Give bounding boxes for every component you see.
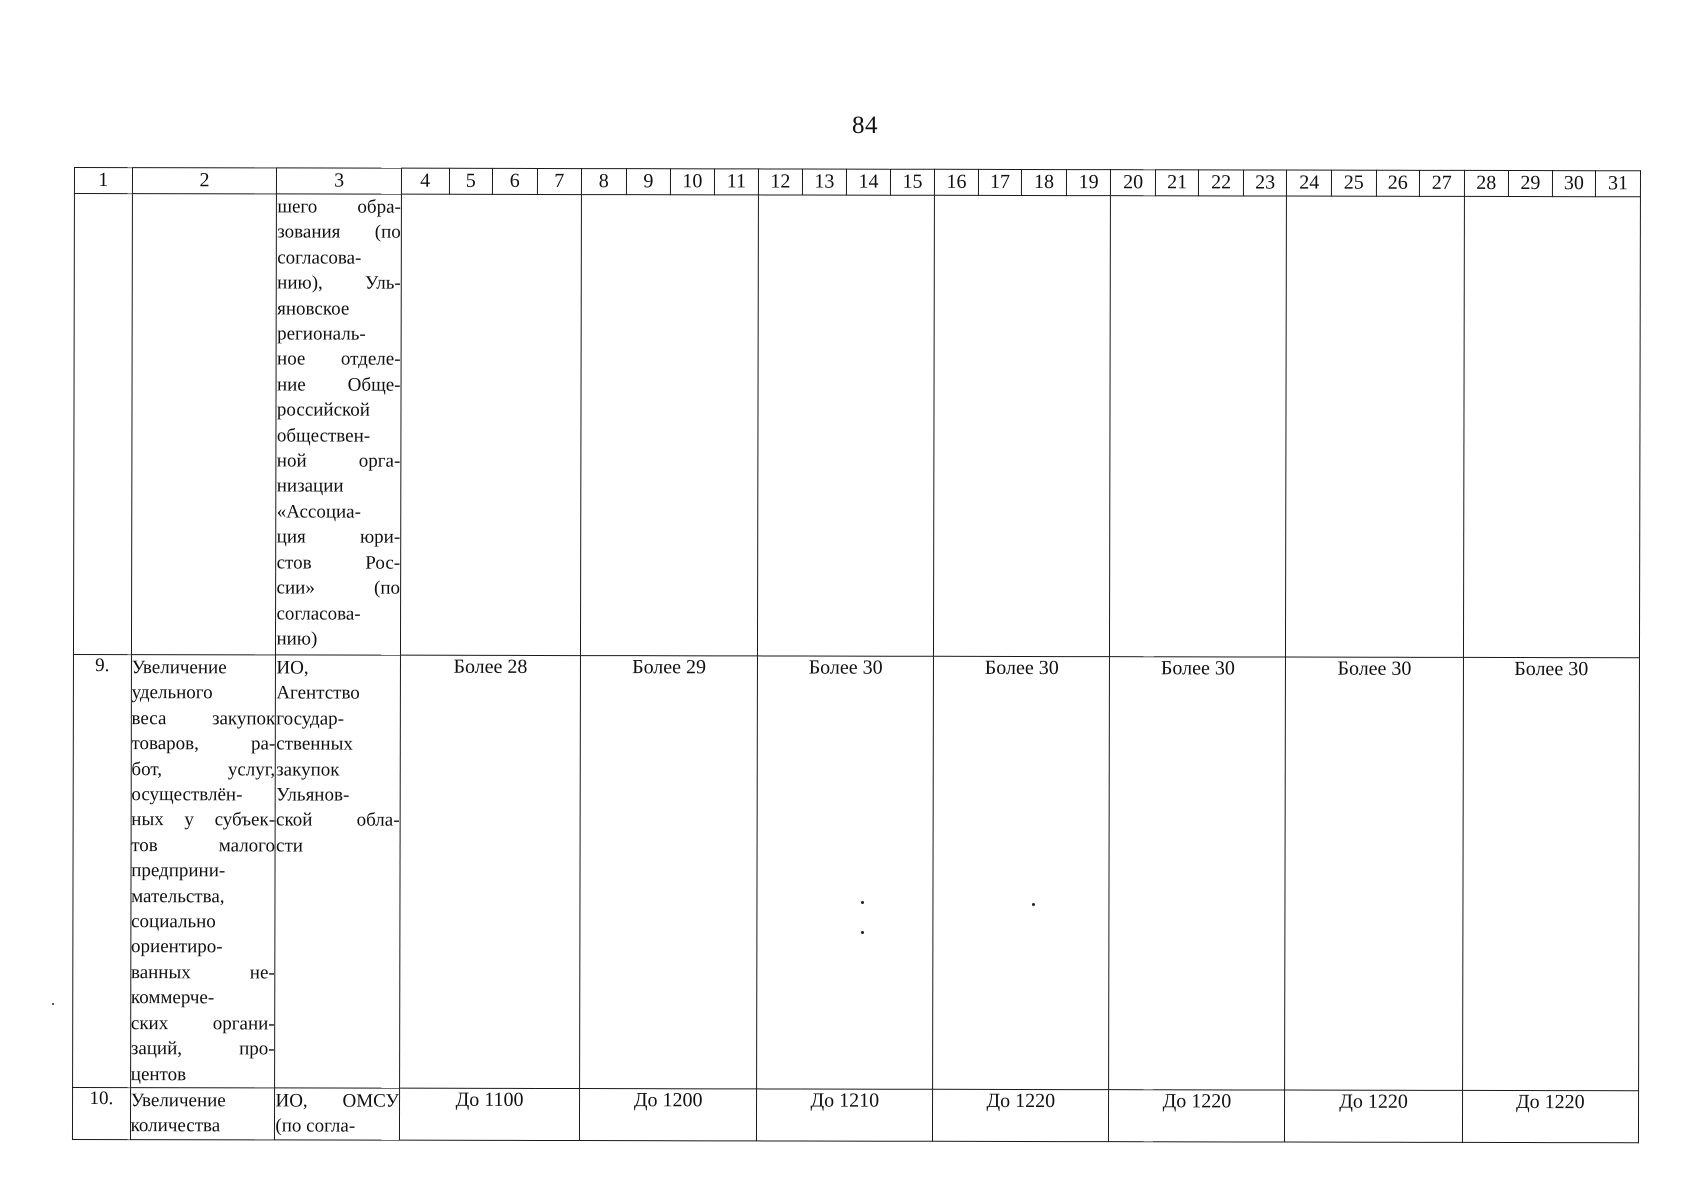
cell-text-line: ИО, bbox=[276, 657, 309, 679]
cell-text-line: яновское bbox=[277, 298, 350, 320]
responsible-cell bbox=[275, 655, 400, 1088]
cell-text-line: Ульянов- bbox=[276, 784, 350, 806]
value-cell: До 1220 bbox=[1462, 1090, 1639, 1142]
column-number-cell: 21 bbox=[1155, 170, 1199, 196]
value-cell bbox=[1286, 196, 1464, 657]
cell-text-line: низации bbox=[276, 475, 344, 498]
cell-text-line: предприни- bbox=[131, 860, 226, 882]
value-cell: Более 30 bbox=[1462, 657, 1639, 1090]
cell-text-line: веса закупок bbox=[131, 707, 276, 730]
cell-text-line: Увеличение bbox=[131, 657, 227, 679]
cell-text-line: ских органи- bbox=[130, 1012, 275, 1035]
column-number-cell: 7 bbox=[537, 168, 582, 194]
column-number-cell: 17 bbox=[978, 169, 1022, 195]
column-number-cell: 31 bbox=[1596, 171, 1641, 197]
table-row-9 bbox=[73, 655, 1640, 1091]
value-cell bbox=[400, 194, 581, 655]
column-number-header-row bbox=[74, 168, 1640, 197]
cell-text-line: бот, услуг, bbox=[131, 758, 276, 781]
cell-text-line: шего обра- bbox=[277, 196, 401, 218]
cell-text-line: «Ассоциа- bbox=[276, 501, 361, 523]
cell-text-line: Агентство bbox=[276, 682, 360, 705]
column-number-cell: 18 bbox=[1022, 169, 1067, 195]
column-number-cell: 24 bbox=[1287, 170, 1332, 196]
cell-text-line: ванных не- bbox=[130, 961, 275, 984]
cell-text-line: нию) bbox=[276, 628, 318, 650]
column-number-cell: 28 bbox=[1464, 170, 1509, 196]
cell-text-line: нию), Уль- bbox=[277, 272, 401, 294]
value-cell: До 1200 bbox=[580, 1089, 757, 1141]
cell-text-line: региональ- bbox=[277, 323, 366, 345]
cell-text-line: товаров, ра- bbox=[131, 733, 276, 755]
column-number-cell: 8 bbox=[582, 169, 627, 195]
plan-table bbox=[72, 167, 1641, 1143]
row-number-cell: 9. bbox=[73, 655, 132, 1088]
cell-text-line: ние Обще- bbox=[276, 374, 401, 396]
column-number-cell: 2 bbox=[132, 168, 277, 194]
column-number-cell: 14 bbox=[847, 169, 891, 195]
cell-text-line: согласова- bbox=[277, 247, 362, 269]
cell-text-line: ориентиро- bbox=[131, 936, 223, 958]
cell-text-line: ция юри- bbox=[276, 526, 401, 548]
column-number-cell: 12 bbox=[759, 169, 803, 195]
column-number-cell: 16 bbox=[935, 169, 979, 195]
cell-text-line: тов малого bbox=[131, 834, 276, 857]
value-cell: Более 30 bbox=[757, 656, 934, 1089]
column-number-cell: 4 bbox=[401, 168, 449, 194]
indicator-cell bbox=[130, 655, 276, 1088]
value-cell: До 1220 bbox=[933, 1089, 1109, 1141]
cell-text-line: сти bbox=[275, 835, 303, 857]
column-number-cell: 30 bbox=[1552, 171, 1596, 197]
cell-text-line: согласова- bbox=[276, 602, 361, 625]
column-number-cell: 9 bbox=[626, 169, 671, 195]
cell-text-line: осуществлён- bbox=[131, 784, 243, 806]
cell-text-line: ных у субъек- bbox=[131, 809, 276, 831]
value-cell: До 1220 bbox=[1109, 1090, 1285, 1142]
column-number-cell: 5 bbox=[449, 168, 493, 194]
cell-text-line: российской bbox=[276, 399, 370, 421]
table-row-10 bbox=[72, 1087, 1638, 1142]
indicator-cell bbox=[131, 194, 277, 655]
value-cell: Более 30 bbox=[1285, 657, 1463, 1090]
column-number-cell: 19 bbox=[1066, 170, 1111, 196]
scan-speck bbox=[861, 901, 864, 904]
cell-text-line: Увеличение bbox=[130, 1090, 226, 1112]
column-number-cell: 11 bbox=[714, 169, 759, 195]
column-number-cell: 25 bbox=[1331, 170, 1376, 196]
cell-text-line: количества bbox=[130, 1115, 221, 1137]
cell-text-line: ное отделе- bbox=[277, 348, 401, 371]
scan-speck bbox=[861, 931, 864, 934]
value-cell bbox=[581, 195, 759, 656]
value-cell bbox=[1463, 196, 1640, 657]
scan-speck bbox=[1032, 903, 1035, 906]
value-cell: До 1220 bbox=[1285, 1090, 1462, 1142]
cell-text-line: сии» (по bbox=[276, 577, 401, 599]
cell-text-line: ной орга- bbox=[276, 450, 401, 472]
cell-text-line: ственных bbox=[276, 733, 353, 755]
column-number-cell: 1 bbox=[74, 168, 132, 194]
value-cell: Более 29 bbox=[580, 656, 758, 1089]
value-cell: До 1100 bbox=[399, 1088, 579, 1140]
cell-text-line: государ- bbox=[276, 708, 345, 730]
row-number-cell bbox=[73, 194, 132, 655]
responsible-cell bbox=[276, 194, 401, 655]
cell-text-line: (по согла- bbox=[275, 1115, 356, 1137]
column-number-cell: 22 bbox=[1199, 170, 1244, 196]
column-number-cell: 15 bbox=[890, 169, 935, 195]
value-cell: Более 30 bbox=[933, 656, 1110, 1089]
cell-text-line: обществен- bbox=[276, 425, 371, 447]
column-number-cell: 20 bbox=[1111, 170, 1156, 196]
page-number: 84 bbox=[852, 112, 878, 139]
indicator-cell bbox=[130, 1088, 275, 1140]
value-cell: До 1210 bbox=[757, 1089, 933, 1141]
column-number-cell: 6 bbox=[492, 168, 537, 194]
column-number-cell: 27 bbox=[1419, 170, 1464, 196]
cell-text-line: закупок bbox=[276, 759, 340, 781]
cell-text-line: социально bbox=[131, 911, 216, 933]
cell-text-line: зования (по bbox=[277, 221, 401, 244]
column-number-cell: 13 bbox=[802, 169, 847, 195]
value-cell bbox=[1110, 196, 1287, 657]
column-number-cell: 26 bbox=[1376, 170, 1420, 196]
responsible-cell bbox=[275, 1088, 400, 1140]
cell-text-line: удельного bbox=[131, 682, 213, 704]
value-cell bbox=[758, 195, 935, 656]
column-number-cell: 3 bbox=[277, 168, 402, 194]
scan-speck bbox=[52, 1003, 54, 1005]
column-number-cell: 29 bbox=[1509, 171, 1553, 197]
cell-text-line: центов bbox=[130, 1063, 187, 1085]
cell-text-line: ской обла- bbox=[276, 809, 400, 832]
cell-text-line: мательства, bbox=[131, 885, 225, 907]
cell-text-line: заций, про- bbox=[130, 1038, 275, 1060]
column-number-cell: 10 bbox=[671, 169, 715, 195]
table-row-continuation bbox=[73, 194, 1640, 658]
row-number-cell: 10. bbox=[72, 1087, 130, 1139]
value-cell: Более 28 bbox=[400, 655, 581, 1088]
column-number-cell: 23 bbox=[1243, 170, 1287, 196]
cell-text-line: ИО, ОМСУ bbox=[275, 1090, 400, 1112]
cell-text-line: стов Рос- bbox=[276, 552, 401, 574]
cell-text-line: коммерче- bbox=[130, 987, 215, 1009]
value-cell bbox=[934, 195, 1111, 656]
value-cell: Более 30 bbox=[1109, 657, 1286, 1090]
